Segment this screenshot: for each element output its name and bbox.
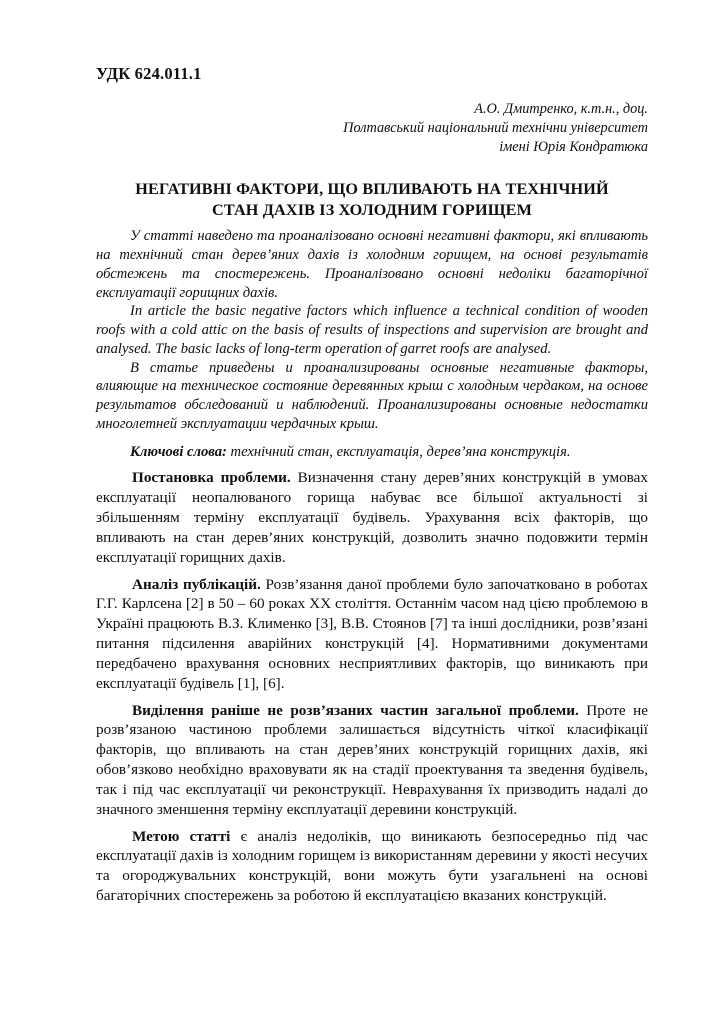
section-unresolved-parts [96,701,648,820]
section-analysis-of-publications [96,575,648,694]
section-problem-statement [96,468,648,567]
section-heading: Постановка проблеми. [132,469,291,487]
section-text: є аналіз недоліків, що виникають безпосередньо під час експлуатації дахів із холодним горищем із використанням деревини у якості несучих та огороджувальних конструкцій, вони можуть бути узагальнені на основі багаторічних спостережень за роботою й експлуатацією вказаних конструкцій. [96,827,648,904]
institution-line-1: Полтавський національний технічни університет [343,120,648,136]
udk-code: УДК 624.011.1 [96,64,202,83]
section-heading: Аналіз публікацій. [132,575,261,593]
author-name: А.О. Дмитренко, к.т.н., доц. [474,101,648,117]
abstract-ukrainian: У статті наведено та проаналізовано основні негативні фактори, які впливають на технічний стан дерев’яних дахів із холодним горищем, на основі результатів обстежень та спостережень. Проаналізовано основні недоліки багаторічної експлуатації горищних дахів. [96,228,648,301]
section-text: Розв’язання даної проблеми було започатковано в роботах Г.Г. Карлсена [2] в 50 – 60 роках ХХ століття. Останнім часом над цією проблемою в Україні працюють В.З. Клименко [3], В.В. Стоянов [7] та інші дослідники, розв’язані питання підсилення аварійних конструкцій [4]. Нормативними документами передбачено врахування основних несприятливих факторів, що виникають при експлуатації будівель [1], [6]. [96,575,648,692]
section-text: Визначення стану дерев’яних конструкцій в умовах експлуатації неопалюваного горища набуває все більшої актуальності зі збільшенням терміну експлуатації будівель. Урахування всіх факторів, що впливають на стан дерев’яних конструкцій, дозволить значно подовжити термін експлуатації горищних дахів. [96,469,648,566]
keywords-text: технічний стан, експлуатація, дерев’яна конструкція. [226,443,571,460]
keywords-line [96,443,648,462]
abstract-english: In article the basic negative factors which influence a technical condition of wooden roofs with a cold attic on the basis of results of inspections and supervision are brought and analysed. The basic lacks of long-term operation of garret roofs are analysed. [96,303,648,357]
keywords-label: Ключові слова: [130,443,227,460]
title-line-1: НЕГАТИВНІ ФАКТОРИ, ЩО ВПЛИВАЮТЬ НА ТЕХНІЧНИЙ [135,180,609,198]
section-heading: Метою статті [132,827,231,845]
section-heading: Виділення раніше не розв’язаних частин загальної проблеми. [132,701,579,719]
section-article-purpose [96,827,648,906]
page-title [96,179,648,221]
abstract-russian: В статье приведены и проанализированы основные негативные факторы, влияющие на техническое состояние деревянных крыш с холодным чердаком, на основе результатов обследований и наблюдений. Проанализированы основные недостатки многолетней эксплуатации чердачных крыш. [96,359,648,432]
section-text: Проте не розв’язаною частиною проблеми залишається відсутність чіткої класифікації факторів, що впливають на стан дерев’яних конструкцій горищних дахів, які обов’язково необхідно враховувати як на стадії проектування та зведення будівель, так і під час експлуатації чи реконструкції. Неврахування їх призводить надалі до значного зменшення терміну експлуатації деревини конструкцій. [96,701,649,818]
title-line-2: СТАН ДАХІВ ІЗ ХОЛОДНИМ ГОРИЩЕМ [211,201,533,220]
author-affiliation-block [96,100,648,157]
institution-line-2: імені Юрія Кондратюка [499,139,648,155]
